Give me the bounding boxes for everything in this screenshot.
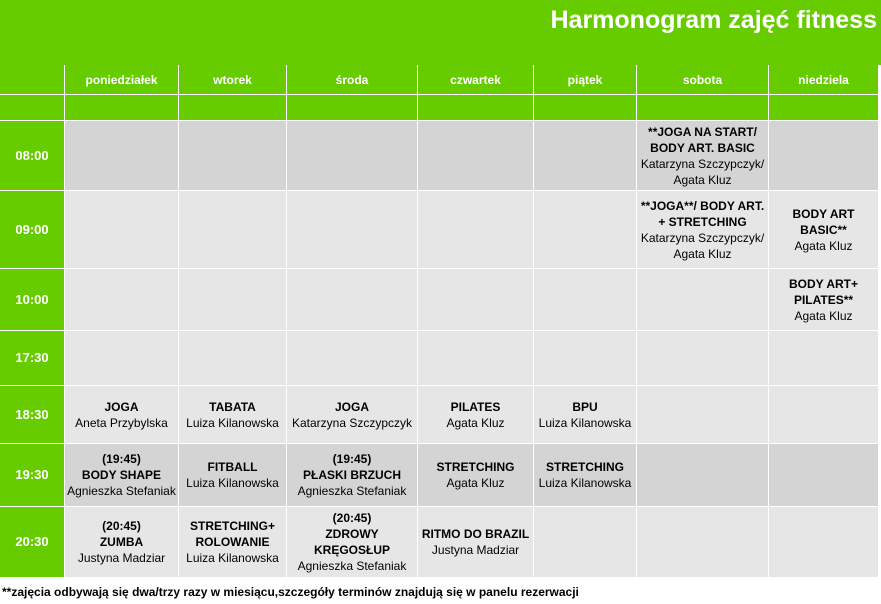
schedule-cell xyxy=(418,269,534,331)
instructor-name: Agnieszka Stefaniak xyxy=(67,484,176,498)
instructor-name: Agnieszka Stefaniak xyxy=(297,559,407,573)
class-name: + STRETCHING xyxy=(658,214,747,229)
instructor-name: Agata Kluz xyxy=(673,246,732,261)
spacer-cell xyxy=(287,95,418,121)
class-name: PŁASKI BRZUCH xyxy=(303,468,401,482)
class-cell xyxy=(65,386,179,444)
schedule-cell xyxy=(287,121,418,191)
schedule-cell xyxy=(287,269,418,331)
instructor-name: Agata Kluz xyxy=(673,172,732,187)
schedule-cell xyxy=(769,507,879,578)
class-name: ROLOWANIE xyxy=(195,535,270,549)
class-name: RITMO DO BRAZIL xyxy=(421,527,530,541)
class-name: BODY SHAPE xyxy=(81,468,162,482)
class-cell xyxy=(769,191,879,269)
spacer-cell xyxy=(637,95,769,121)
spacer-cell xyxy=(534,95,637,121)
class-name: STRETCHING xyxy=(436,460,515,474)
schedule-cell xyxy=(534,121,637,191)
instructor-name: Luiza Kilanowska xyxy=(186,551,279,565)
instructor-name: Luiza Kilanowska xyxy=(186,476,279,490)
class-time: (19:45) xyxy=(332,452,372,466)
time-label: 08:00 xyxy=(0,121,65,191)
schedule-cell xyxy=(637,507,769,578)
time-label: 10:00 xyxy=(0,269,65,331)
day-header-sunday: niedziela xyxy=(769,65,879,95)
class-cell xyxy=(65,444,179,507)
time-label: 17:30 xyxy=(0,331,65,386)
day-header-wednesday: środa xyxy=(287,65,418,95)
day-header-thursday: czwartek xyxy=(418,65,534,95)
schedule-cell xyxy=(418,121,534,191)
class-cell xyxy=(179,444,287,507)
schedule-cell xyxy=(637,331,769,386)
footnote: **zajęcia odbywają się dwa/trzy razy w miesiącu,szczegóły terminów znajdują się w panelu rezerwacji xyxy=(2,585,579,599)
schedule-cell xyxy=(65,331,179,386)
title-bar xyxy=(0,0,881,65)
class-cell xyxy=(418,507,534,578)
class-name: JOGA xyxy=(334,399,369,414)
instructor-name: Agata Kluz xyxy=(446,415,505,430)
schedule-cell xyxy=(287,331,418,386)
corner-cell xyxy=(0,65,65,95)
class-cell xyxy=(534,444,637,507)
class-name: BODY ART+ xyxy=(788,276,858,291)
instructor-name: Agata Kluz xyxy=(794,308,853,323)
time-label: 18:30 xyxy=(0,386,65,444)
schedule-cell xyxy=(769,331,879,386)
instructor-name: Katarzyna Szczypczyk xyxy=(291,415,413,430)
class-cell xyxy=(534,386,637,444)
schedule-cell xyxy=(179,331,287,386)
class-cell xyxy=(418,386,534,444)
schedule-cell xyxy=(65,121,179,191)
class-cell xyxy=(287,386,418,444)
schedule-cell xyxy=(65,269,179,331)
instructor-name: Justyna Madziar xyxy=(431,543,520,557)
schedule-cell xyxy=(534,191,637,269)
class-time: (20:45) xyxy=(332,511,372,525)
class-cell xyxy=(637,191,769,269)
instructor-name: Justyna Madziar xyxy=(77,551,166,565)
instructor-name: Agnieszka Stefaniak xyxy=(297,484,407,498)
schedule-cell xyxy=(637,386,769,444)
class-name: **JOGA**/ BODY ART. xyxy=(640,198,765,213)
schedule-cell xyxy=(179,191,287,269)
instructor-name: Katarzyna Szczypczyk/ xyxy=(640,230,765,245)
class-name: BASIC** xyxy=(800,222,847,237)
day-header-friday: piątek xyxy=(534,65,637,95)
class-cell xyxy=(637,121,769,191)
class-name: ZDROWY KRĘGOSŁUP xyxy=(313,527,390,557)
class-name: BODY ART. BASIC xyxy=(650,140,755,155)
instructor-name: Agata Kluz xyxy=(794,238,853,253)
day-header-saturday: sobota xyxy=(637,65,769,95)
class-name: JOGA xyxy=(104,399,139,414)
spacer-cell xyxy=(65,95,179,121)
class-name: ZUMBA xyxy=(99,535,144,549)
instructor-name: Agata Kluz xyxy=(446,476,505,490)
day-header-tuesday: wtorek xyxy=(179,65,287,95)
day-header-monday: poniedziałek xyxy=(65,65,179,95)
time-label: 19:30 xyxy=(0,444,65,507)
class-name: FITBALL xyxy=(207,460,258,474)
class-name: PILATES** xyxy=(793,292,854,307)
schedule-cell xyxy=(418,191,534,269)
class-time: (19:45) xyxy=(102,452,141,466)
class-cell xyxy=(287,444,418,507)
class-name: STRETCHING xyxy=(546,460,624,474)
time-label: 09:00 xyxy=(0,191,65,269)
class-name: BODY ART xyxy=(792,206,855,221)
class-time: (20:45) xyxy=(102,519,141,533)
spacer-cell xyxy=(769,95,879,121)
class-cell xyxy=(287,507,418,578)
spacer-cell xyxy=(418,95,534,121)
class-name: PILATES xyxy=(450,399,501,414)
instructor-name: Aneta Przybylska xyxy=(75,415,168,430)
schedule-cell xyxy=(637,269,769,331)
instructor-name: Luiza Kilanowska xyxy=(538,415,632,430)
class-name: STRETCHING+ xyxy=(189,519,275,533)
class-name: BPU xyxy=(572,399,598,414)
class-name: TABATA xyxy=(209,399,256,414)
spacer-cell xyxy=(0,95,65,121)
schedule-cell xyxy=(769,386,879,444)
class-cell xyxy=(65,507,179,578)
schedule-cell xyxy=(637,444,769,507)
schedule-cell xyxy=(287,191,418,269)
schedule-cell xyxy=(179,269,287,331)
schedule-cell xyxy=(65,191,179,269)
class-cell xyxy=(418,444,534,507)
schedule-cell xyxy=(769,121,879,191)
schedule-cell xyxy=(769,444,879,507)
class-cell xyxy=(769,269,879,331)
schedule-cell xyxy=(418,331,534,386)
schedule-cell xyxy=(179,121,287,191)
class-cell xyxy=(179,507,287,578)
time-label: 20:30 xyxy=(0,507,65,578)
page-title: Harmonogram zajęć fitness xyxy=(550,6,877,34)
schedule-table xyxy=(0,65,879,578)
instructor-name: Katarzyna Szczypczyk/ xyxy=(640,156,765,171)
schedule-cell xyxy=(534,269,637,331)
schedule-cell xyxy=(534,331,637,386)
class-name: **JOGA NA START/ xyxy=(648,124,757,139)
instructor-name: Luiza Kilanowska xyxy=(538,476,632,490)
instructor-name: Luiza Kilanowska xyxy=(186,415,279,430)
spacer-cell xyxy=(179,95,287,121)
schedule-cell xyxy=(534,507,637,578)
class-cell xyxy=(179,386,287,444)
